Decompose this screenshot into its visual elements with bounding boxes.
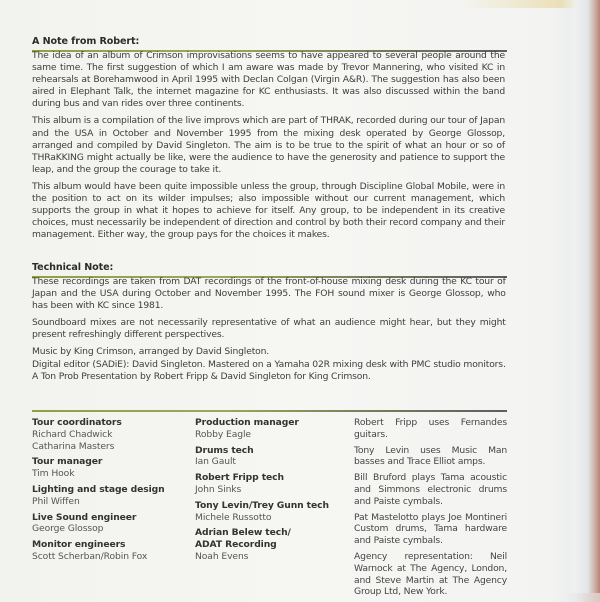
crew-group	[32, 417, 195, 452]
endorsement-note: Pat Mastelotto plays Joe Montineri Custom drums, Tama hardware and Paiste cymbals.	[354, 511, 507, 547]
crew-group	[32, 512, 195, 536]
crew-name: John Sinks	[195, 483, 242, 495]
section-rule	[32, 410, 507, 412]
page-edge-shadow	[560, 0, 600, 593]
endorsement-note: Agency representation: Neil Warnock at The Agency, London, and Steve Martin at The Agency Group Ltd, New York.	[354, 550, 507, 598]
endorsements-column	[354, 417, 507, 602]
crew-name: Noah Evens	[195, 550, 249, 562]
note-paragraph: This album would have been quite impossible unless the group, through Discipline Global Mobile, were in the position to act on its wilder impulses; also impossible without our current management, which supports the group in what it hopes to achieve for itself. Any group, to be independent in its creative choices, must necessarily be independent of direction and control by both their record company and their management. Either way, the group pays for the choices it makes.	[32, 180, 505, 241]
technical-note-body	[32, 276, 506, 383]
crew-name: George Glossop	[32, 523, 104, 535]
note-from-robert-heading: A Note from Robert:	[32, 36, 140, 47]
crew-name: Tim Hook	[32, 468, 75, 480]
endorsement-note: Robert Fripp uses Fernandes guitars.	[354, 417, 507, 440]
crew-group	[195, 472, 354, 496]
crew-group	[195, 417, 354, 441]
crew-group	[32, 456, 195, 480]
crew-group	[195, 527, 354, 562]
crew-name: Michele Russotto	[195, 511, 272, 523]
crew-column-1	[32, 417, 195, 602]
crew-column-2	[195, 417, 354, 602]
note-paragraph: This album is a compilation of the live improvs which are part of THRAK, recorded during our tour of Japan and the USA in October and November 1995 from the mixing desk operated by George Glossop, arranged and compiled by David Singleton. The aim is to be true to the spirit of what an hour or so of THRaKKING might actually be like, were the audience to have the generosity and patience to support the leap, and the group the courage to take it.	[32, 115, 505, 175]
credit-line: Digital editor (SADiE): David Singleton. Mastered on a Yamaha 02R mixing desk with PMC studio monitors.	[32, 358, 506, 370]
crew-name: Phil Wiffen	[32, 495, 80, 507]
endorsement-note: Bill Bruford plays Tama acoustic and Simmons electronic drums and Paiste cymbals.	[354, 472, 507, 507]
crew-role: Tour manager	[32, 456, 103, 468]
crew-role: Lighting and stage design	[32, 483, 165, 495]
technical-note-heading: Technical Note:	[32, 262, 114, 273]
crew-group	[32, 539, 195, 563]
crew-credits	[32, 410, 507, 602]
crew-role: Tour coordinators	[32, 417, 122, 428]
crew-name: Ian Gault	[195, 456, 236, 468]
note-from-robert-body	[32, 50, 505, 246]
crew-name: Catharina Masters	[32, 440, 115, 452]
crew-role: Monitor engineers	[32, 539, 126, 551]
crew-name: Scott Scherban/Robin Fox	[32, 550, 148, 562]
technical-paragraph: These recordings are taken from DAT recordings of the front-of-house mixing desk during the KC tour of Japan and the USA during October and November 1995. The FOH sound mixer is George Glossop, who has been with KC since 1981.	[32, 276, 506, 312]
crew-role: Robert Fripp tech	[195, 472, 284, 484]
crew-name: Richard Chadwick	[32, 428, 113, 440]
crew-role: Production manager	[195, 417, 299, 428]
crew-role: Tony Levin/Trey Gunn tech	[195, 499, 329, 511]
credit-line: Music by King Crimson, arranged by David Singleton.	[32, 346, 270, 358]
credit-line: A Ton Prob Presentation by Robert Fripp & David Singleton for King Crimson.	[32, 370, 371, 382]
technical-paragraph: Soundboard mixes are not necessarily representative of what an audience might hear, but they might present refreshingly different perspectives.	[32, 317, 506, 341]
crew-role: Adrian Belew tech/ ADAT Recording	[195, 527, 291, 551]
endorsement-note: Tony Levin uses Music Man basses and Trace Elliot amps.	[354, 444, 507, 468]
crew-group	[195, 500, 354, 524]
crew-group	[32, 484, 195, 508]
note-paragraph: The idea of an album of Crimson improvisations seems to have appeared to several people around the same time. The first suggestion of which I am aware was made by Trevor Mannering, who visited KC in rehearsals at Borehamwood in April 1995 with Declan Colgan (Virgin A&R). The suggestion has also been aired in Elephant Talk, the internet magazine for KC enthusiasts. It was also discussed within the band during bus and van rides over three continents.	[32, 50, 505, 110]
crew-role: Drums tech	[195, 444, 254, 456]
crew-role: Live Sound engineer	[32, 511, 137, 523]
crew-group	[195, 445, 354, 469]
crew-name: Robby Eagle	[195, 428, 251, 440]
